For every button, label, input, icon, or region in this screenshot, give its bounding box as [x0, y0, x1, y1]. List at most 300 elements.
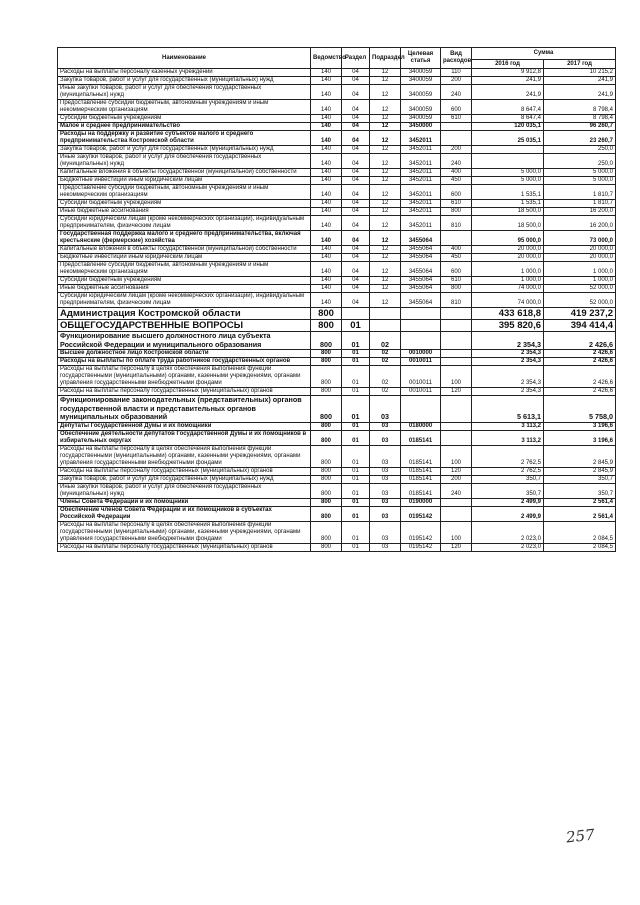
row-expense-type: 600	[441, 185, 472, 200]
table-row	[58, 366, 616, 388]
table-row	[58, 396, 616, 423]
table-row	[58, 131, 616, 146]
row-ved: 800	[311, 521, 342, 543]
row-expense-type: 810	[441, 293, 472, 308]
row-podrazdel: 02	[370, 332, 401, 350]
row-name: Бюджетные инвестиции иным юридическим лицам	[58, 254, 311, 262]
row-ved: 140	[311, 285, 342, 293]
row-expense-type: 100	[441, 445, 472, 467]
row-target-article: 3450000	[401, 123, 441, 131]
row-ved: 140	[311, 200, 342, 208]
row-razdel: 04	[342, 208, 370, 216]
row-sum-2016: 350,7	[472, 483, 544, 498]
row-target-article: 0185141	[401, 467, 441, 475]
row-podrazdel: 12	[370, 100, 401, 115]
row-ved: 140	[311, 246, 342, 254]
row-sum-2016: 2 023,0	[472, 521, 544, 543]
row-podrazdel: 12	[370, 216, 401, 231]
table-row	[58, 422, 616, 430]
row-name: Депутаты Государственной Думы и их помощники	[58, 422, 311, 430]
row-sum-2017: 3 196,6	[544, 430, 616, 445]
row-expense-type: 120	[441, 543, 472, 551]
row-sum-2016: 1 535,1	[472, 185, 544, 200]
col-header-ved: Ведомство	[311, 48, 342, 69]
row-name: Члены Совета Федерации и их помощники	[58, 498, 311, 506]
row-name: Расходы на выплаты персоналу в целях обеспечения выполнения функций государственными (муниципальными) органами, казенными учреждениями, органами управления государственными внебюджетными фондами	[58, 366, 311, 388]
row-expense-type: 400	[441, 246, 472, 254]
table-body	[58, 69, 616, 552]
row-sum-2017: 2 426,6	[544, 350, 616, 358]
row-ved: 140	[311, 216, 342, 231]
row-podrazdel: 12	[370, 293, 401, 308]
row-expense-type: 610	[441, 115, 472, 123]
row-razdel: 04	[342, 154, 370, 169]
row-sum-2016	[472, 154, 544, 169]
row-sum-2017: 2 084,5	[544, 521, 616, 543]
row-podrazdel: 03	[370, 445, 401, 467]
row-target-article: 3452011	[401, 200, 441, 208]
row-ved: 140	[311, 85, 342, 100]
row-target-article: 3452011	[401, 216, 441, 231]
row-name: Субсидии бюджетным учреждениям	[58, 200, 311, 208]
row-target-article: 3455064	[401, 262, 441, 277]
row-target-article: 3452011	[401, 154, 441, 169]
row-name: Иные закупки товаров, работ и услуг для обеспечения государственных (муниципальных) нужд	[58, 154, 311, 169]
row-sum-2016: 1 535,1	[472, 200, 544, 208]
table-row	[58, 498, 616, 506]
row-target-article: 0185141	[401, 445, 441, 467]
row-podrazdel: 02	[370, 388, 401, 396]
row-target-article	[401, 332, 441, 350]
table-row	[58, 246, 616, 254]
row-name: Расходы на выплаты персоналу казенных учреждений	[58, 69, 311, 77]
row-target-article: 0010011	[401, 366, 441, 388]
col-header-expense-type: Вид расходов	[441, 48, 472, 69]
table-row	[58, 475, 616, 483]
col-header-razdel: Раздел	[342, 48, 370, 69]
row-expense-type	[441, 231, 472, 246]
row-sum-2017: 52 000,0	[544, 293, 616, 308]
row-sum-2017: 250,0	[544, 154, 616, 169]
row-razdel: 04	[342, 254, 370, 262]
row-name: Субсидии юридическим лицам (кроме некоммерческих организаций), индивидуальным предпринимателям, физическим лицам	[58, 216, 311, 231]
row-sum-2016: 395 820,6	[472, 320, 544, 332]
row-sum-2017: 394 414,4	[544, 320, 616, 332]
row-sum-2016: 5 613,1	[472, 396, 544, 423]
row-expense-type	[441, 320, 472, 332]
row-expense-type	[441, 498, 472, 506]
row-sum-2017: 5 758,0	[544, 396, 616, 423]
row-podrazdel: 12	[370, 231, 401, 246]
row-ved: 140	[311, 154, 342, 169]
row-sum-2016: 8 647,4	[472, 115, 544, 123]
row-sum-2016: 20 000,0	[472, 246, 544, 254]
table-row	[58, 445, 616, 467]
row-ved: 800	[311, 332, 342, 350]
table-row	[58, 69, 616, 77]
row-name: Закупка товаров, работ и услуг для государственных (муниципальных) нужд	[58, 77, 311, 85]
row-podrazdel: 02	[370, 358, 401, 366]
row-ved: 140	[311, 185, 342, 200]
row-name: Малое и среднее предпринимательство	[58, 123, 311, 131]
row-expense-type: 450	[441, 177, 472, 185]
table-row	[58, 308, 616, 320]
row-sum-2017: 10 215,2	[544, 69, 616, 77]
row-sum-2016: 1 000,0	[472, 262, 544, 277]
row-target-article: 3452011	[401, 146, 441, 154]
row-expense-type	[441, 308, 472, 320]
row-expense-type: 400	[441, 169, 472, 177]
col-header-name: Наименование	[58, 48, 311, 69]
row-razdel: 01	[342, 543, 370, 551]
row-ved: 140	[311, 177, 342, 185]
row-sum-2016: 1 000,0	[472, 277, 544, 285]
row-target-article	[401, 308, 441, 320]
row-razdel: 04	[342, 262, 370, 277]
row-expense-type: 800	[441, 285, 472, 293]
row-razdel: 04	[342, 123, 370, 131]
row-name: Расходы на выплаты персоналу в целях обеспечения выполнения функций государственными (муниципальными) органами, казенными учреждениями, органами управления государственными внебюджетными фондами	[58, 445, 311, 467]
row-podrazdel	[370, 320, 401, 332]
row-podrazdel: 12	[370, 177, 401, 185]
table-row	[58, 123, 616, 131]
row-expense-type: 240	[441, 85, 472, 100]
row-podrazdel: 12	[370, 146, 401, 154]
row-name: Закупка товаров, работ и услуг для государственных (муниципальных) нужд	[58, 146, 311, 154]
row-ved: 140	[311, 254, 342, 262]
row-ved: 800	[311, 506, 342, 521]
row-expense-type: 200	[441, 475, 472, 483]
row-ved: 800	[311, 467, 342, 475]
row-sum-2016: 2 499,9	[472, 498, 544, 506]
row-sum-2016: 3 113,2	[472, 430, 544, 445]
table-row	[58, 430, 616, 445]
row-ved: 140	[311, 262, 342, 277]
row-sum-2017: 5 000,0	[544, 177, 616, 185]
row-target-article: 0010011	[401, 358, 441, 366]
row-razdel: 01	[342, 430, 370, 445]
row-sum-2017: 2 426,6	[544, 332, 616, 350]
row-ved: 800	[311, 445, 342, 467]
row-razdel: 04	[342, 285, 370, 293]
row-ved: 800	[311, 430, 342, 445]
row-target-article: 0195142	[401, 521, 441, 543]
row-sum-2017: 8 798,4	[544, 115, 616, 123]
page-number: 257	[565, 825, 596, 847]
row-razdel: 01	[342, 396, 370, 423]
row-sum-2017: 1 000,0	[544, 277, 616, 285]
row-podrazdel: 03	[370, 521, 401, 543]
row-target-article: 3452011	[401, 169, 441, 177]
row-sum-2016	[472, 146, 544, 154]
row-sum-2016: 350,7	[472, 475, 544, 483]
row-podrazdel: 12	[370, 262, 401, 277]
row-name: Предоставление субсидий бюджетным, автономным учреждениям и иным некоммерческим организациям	[58, 185, 311, 200]
row-sum-2017: 20 000,0	[544, 246, 616, 254]
row-target-article: 3452011	[401, 208, 441, 216]
row-ved: 800	[311, 308, 342, 320]
row-sum-2017: 2 084,5	[544, 543, 616, 551]
row-name: Предоставление субсидий бюджетным, автономным учреждениям и иным некоммерческим организациям	[58, 262, 311, 277]
table-row	[58, 100, 616, 115]
row-podrazdel: 12	[370, 154, 401, 169]
row-ved: 800	[311, 475, 342, 483]
row-podrazdel: 03	[370, 422, 401, 430]
table-row	[58, 543, 616, 551]
row-sum-2017: 16 200,0	[544, 216, 616, 231]
row-ved: 800	[311, 320, 342, 332]
row-sum-2017: 1 810,7	[544, 185, 616, 200]
row-podrazdel: 03	[370, 498, 401, 506]
row-sum-2016: 5 000,0	[472, 177, 544, 185]
row-ved: 800	[311, 483, 342, 498]
row-name: Расходы на выплаты по оплате труда работников государственных органов	[58, 358, 311, 366]
row-ved: 140	[311, 115, 342, 123]
row-sum-2017: 2 561,4	[544, 506, 616, 521]
row-expense-type: 110	[441, 69, 472, 77]
row-name: Государственная поддержка малого и среднего предпринимательства, включая крестьянские (фермерские) хозяйства	[58, 231, 311, 246]
row-expense-type: 240	[441, 483, 472, 498]
table-row	[58, 277, 616, 285]
row-razdel: 01	[342, 521, 370, 543]
row-razdel: 04	[342, 131, 370, 146]
row-name: Обеспечение членов Совета Федерации и их помощников в субъектах Российской Федерации	[58, 506, 311, 521]
row-name: Капитальные вложения в объекты государственной (муниципальной) собственности	[58, 169, 311, 177]
row-target-article	[401, 320, 441, 332]
row-ved: 800	[311, 366, 342, 388]
row-sum-2016: 2 499,9	[472, 506, 544, 521]
row-target-article: 0195142	[401, 506, 441, 521]
row-ved: 140	[311, 277, 342, 285]
row-ved: 800	[311, 350, 342, 358]
row-podrazdel: 12	[370, 169, 401, 177]
row-target-article: 3400059	[401, 85, 441, 100]
row-sum-2017: 2 561,4	[544, 498, 616, 506]
row-ved: 140	[311, 123, 342, 131]
row-razdel: 04	[342, 146, 370, 154]
row-expense-type	[441, 358, 472, 366]
row-sum-2017: 2 845,9	[544, 467, 616, 475]
row-podrazdel: 02	[370, 366, 401, 388]
row-ved: 140	[311, 208, 342, 216]
row-expense-type	[441, 422, 472, 430]
row-ved: 800	[311, 388, 342, 396]
budget-table	[57, 47, 616, 552]
table-row	[58, 262, 616, 277]
row-ved: 140	[311, 293, 342, 308]
row-ved: 800	[311, 422, 342, 430]
row-target-article: 3455064	[401, 285, 441, 293]
table-row	[58, 254, 616, 262]
row-name: Обеспечение деятельности депутатов Государственной Думы и их помощников в избирательных округах	[58, 430, 311, 445]
row-expense-type: 100	[441, 521, 472, 543]
row-target-article: 3455064	[401, 254, 441, 262]
table-row	[58, 467, 616, 475]
row-ved: 800	[311, 543, 342, 551]
row-sum-2017: 73 000,0	[544, 231, 616, 246]
row-sum-2017: 2 845,9	[544, 445, 616, 467]
table-row	[58, 115, 616, 123]
row-sum-2016: 241,9	[472, 77, 544, 85]
row-sum-2016: 8 647,4	[472, 100, 544, 115]
table-row	[58, 483, 616, 498]
row-razdel: 04	[342, 115, 370, 123]
row-razdel: 04	[342, 231, 370, 246]
row-sum-2017: 16 200,0	[544, 208, 616, 216]
row-podrazdel: 03	[370, 543, 401, 551]
row-target-article: 0190000	[401, 498, 441, 506]
row-name: Расходы на выплаты персоналу в целях обеспечения выполнения функций государственными (муниципальными) органами, казенными учреждениями, органами управления государственными внебюджетными фондами	[58, 521, 311, 543]
row-expense-type: 240	[441, 154, 472, 169]
table-row	[58, 77, 616, 85]
table-row	[58, 320, 616, 332]
row-razdel: 04	[342, 185, 370, 200]
budget-sheet	[57, 47, 615, 552]
row-sum-2016: 2 762,5	[472, 445, 544, 467]
row-razdel: 01	[342, 366, 370, 388]
row-podrazdel	[370, 308, 401, 320]
col-header-2016: 2016 год	[472, 60, 544, 69]
row-razdel: 04	[342, 169, 370, 177]
row-name: Иные бюджетные ассигнования	[58, 208, 311, 216]
table-row	[58, 216, 616, 231]
row-ved: 140	[311, 169, 342, 177]
row-sum-2016: 2 354,3	[472, 388, 544, 396]
row-podrazdel: 03	[370, 430, 401, 445]
row-sum-2017: 350,7	[544, 483, 616, 498]
row-podrazdel: 12	[370, 277, 401, 285]
row-expense-type: 610	[441, 277, 472, 285]
row-sum-2017: 3 196,6	[544, 422, 616, 430]
row-razdel: 04	[342, 85, 370, 100]
row-target-article: 3452011	[401, 185, 441, 200]
col-header-podrazdel: Подраздел	[370, 48, 401, 69]
row-name: ОБЩЕГОСУДАРСТВЕННЫЕ ВОПРОСЫ	[58, 320, 311, 332]
row-sum-2016: 25 035,1	[472, 131, 544, 146]
row-target-article: 3455064	[401, 246, 441, 254]
row-target-article	[401, 396, 441, 423]
col-header-2017: 2017 год	[544, 60, 616, 69]
row-name: Капитальные вложения в объекты государственной (муниципальной) собственности	[58, 246, 311, 254]
row-expense-type	[441, 332, 472, 350]
table-row	[58, 185, 616, 200]
row-ved: 140	[311, 100, 342, 115]
row-expense-type: 600	[441, 262, 472, 277]
table-row	[58, 358, 616, 366]
row-target-article: 3400059	[401, 100, 441, 115]
row-sum-2016: 74 000,0	[472, 293, 544, 308]
row-sum-2017: 241,9	[544, 77, 616, 85]
row-sum-2016: 18 500,0	[472, 216, 544, 231]
row-sum-2017: 23 260,7	[544, 131, 616, 146]
table-row	[58, 332, 616, 350]
row-name: Расходы на выплаты персоналу государственных (муниципальных) органов	[58, 543, 311, 551]
row-target-article: 0010000	[401, 350, 441, 358]
row-target-article: 3400059	[401, 115, 441, 123]
row-sum-2016: 20 000,0	[472, 254, 544, 262]
row-razdel: 01	[342, 388, 370, 396]
row-podrazdel: 12	[370, 123, 401, 131]
table-header	[58, 48, 616, 69]
table-row	[58, 177, 616, 185]
row-sum-2016: 2 354,3	[472, 366, 544, 388]
row-sum-2016: 18 500,0	[472, 208, 544, 216]
row-target-article: 0185141	[401, 483, 441, 498]
row-sum-2017: 2 426,6	[544, 388, 616, 396]
row-sum-2017: 241,9	[544, 85, 616, 100]
table-row	[58, 350, 616, 358]
row-sum-2017: 5 000,0	[544, 169, 616, 177]
row-sum-2016: 120 035,1	[472, 123, 544, 131]
row-podrazdel: 03	[370, 483, 401, 498]
row-expense-type	[441, 430, 472, 445]
row-podrazdel: 03	[370, 396, 401, 423]
row-razdel: 04	[342, 100, 370, 115]
row-ved: 140	[311, 146, 342, 154]
row-razdel: 04	[342, 216, 370, 231]
row-ved: 140	[311, 131, 342, 146]
row-target-article: 3452011	[401, 131, 441, 146]
row-ved: 800	[311, 396, 342, 423]
row-expense-type: 200	[441, 77, 472, 85]
row-sum-2017: 2 426,6	[544, 358, 616, 366]
row-sum-2017: 1 000,0	[544, 262, 616, 277]
row-target-article: 3455064	[401, 293, 441, 308]
row-expense-type	[441, 396, 472, 423]
row-target-article: 0195142	[401, 543, 441, 551]
row-sum-2016: 3 113,2	[472, 422, 544, 430]
row-razdel: 04	[342, 177, 370, 185]
row-expense-type: 200	[441, 146, 472, 154]
row-expense-type: 120	[441, 467, 472, 475]
row-sum-2016: 5 000,0	[472, 169, 544, 177]
row-razdel: 04	[342, 277, 370, 285]
row-sum-2017: 2 426,6	[544, 366, 616, 388]
row-name: Предоставление субсидий бюджетным, автономным учреждениям и иным некоммерческим организациям	[58, 100, 311, 115]
row-sum-2016: 2 354,3	[472, 350, 544, 358]
row-sum-2016: 95 000,0	[472, 231, 544, 246]
row-target-article: 0180000	[401, 422, 441, 430]
row-expense-type	[441, 350, 472, 358]
row-sum-2016: 2 762,5	[472, 467, 544, 475]
col-header-target-article: Целевая статья	[401, 48, 441, 69]
table-row	[58, 146, 616, 154]
row-razdel: 04	[342, 69, 370, 77]
row-expense-type: 120	[441, 388, 472, 396]
table-row	[58, 169, 616, 177]
table-row	[58, 285, 616, 293]
table-row	[58, 521, 616, 543]
row-expense-type	[441, 131, 472, 146]
table-row	[58, 208, 616, 216]
row-razdel: 04	[342, 293, 370, 308]
row-razdel: 01	[342, 320, 370, 332]
row-razdel: 01	[342, 358, 370, 366]
row-podrazdel: 12	[370, 77, 401, 85]
row-podrazdel: 03	[370, 506, 401, 521]
row-razdel: 01	[342, 350, 370, 358]
row-expense-type	[441, 506, 472, 521]
row-podrazdel: 12	[370, 85, 401, 100]
row-name: Расходы на поддержку и развитие субъектов малого и среднего предпринимательства Костромской области	[58, 131, 311, 146]
row-podrazdel: 12	[370, 254, 401, 262]
row-sum-2017: 419 237,2	[544, 308, 616, 320]
row-podrazdel: 12	[370, 131, 401, 146]
row-name: Функционирование законодательных (представительных) органов государственной власти и представительных органов муниципальных образований	[58, 396, 311, 423]
row-razdel: 01	[342, 467, 370, 475]
row-name: Функционирование высшего должностного лица субъекта Российской Федерации и муниципального образования	[58, 332, 311, 350]
row-name: Субсидии бюджетным учреждениям	[58, 115, 311, 123]
